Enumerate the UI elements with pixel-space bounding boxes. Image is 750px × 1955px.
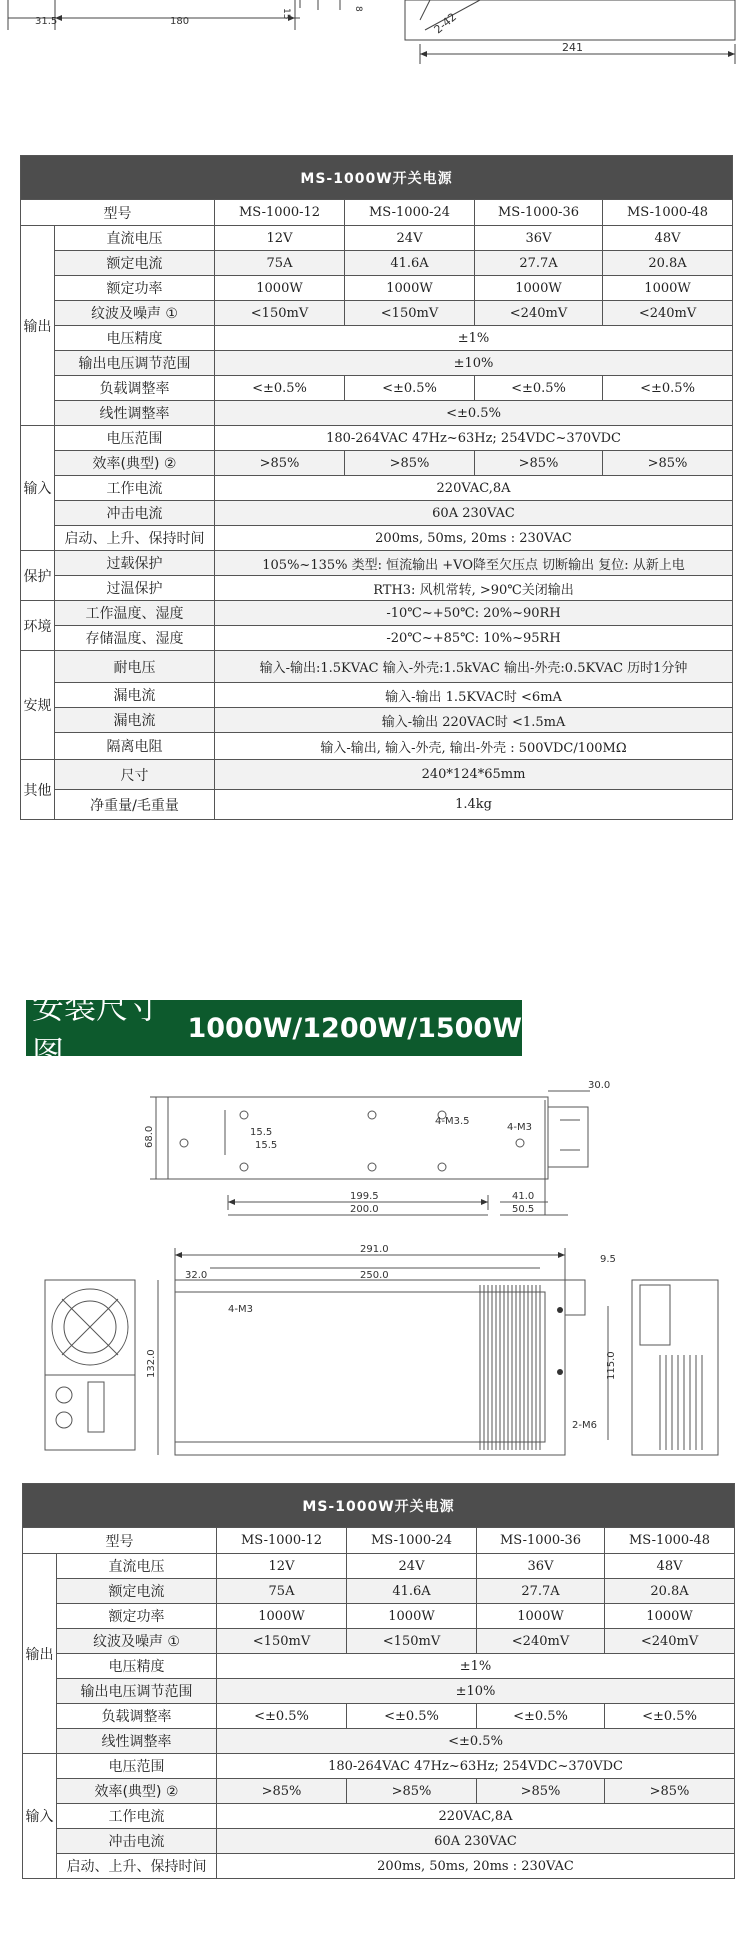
dim-label: 250.0 <box>360 1270 389 1281</box>
value-cell: 180-264VAC 47Hz~63Hz; 254VDC~370VDC <box>215 426 733 451</box>
row-label: 效率(典型) ② <box>57 1779 217 1804</box>
row-label: 冲击电流 <box>55 501 215 526</box>
row-label: 负载调整率 <box>55 376 215 401</box>
dim-label: 15.5 <box>250 1127 273 1138</box>
row-label: 电压范围 <box>57 1754 217 1779</box>
group-safety: 安规 <box>21 651 55 760</box>
value-cell: <150mV <box>217 1629 347 1654</box>
row-label: 纹波及噪声 ① <box>55 301 215 326</box>
model-cell: MS-1000-24 <box>345 200 475 226</box>
value-cell: 输入-输出, 输入-外壳, 输出-外壳 : 500VDC/100MΩ <box>215 733 733 760</box>
value-cell: <±0.5% <box>217 1704 347 1729</box>
value-cell: RTH3: 风机常转, >90℃关闭输出 <box>215 576 733 601</box>
value-cell: <±0.5% <box>605 1704 735 1729</box>
dim-label: 68.0 <box>144 1125 155 1148</box>
model-label: 型号 <box>21 200 215 226</box>
value-cell: -20℃~+85℃: 10%~95RH <box>215 626 733 651</box>
value-cell: 240*124*65mm <box>215 760 733 790</box>
dim-label: 115.0 <box>606 1351 617 1380</box>
dim-label: 41.0 <box>512 1191 535 1202</box>
value-cell: 48V <box>605 1554 735 1579</box>
value-cell: 105%~135% 类型: 恒流输出 +VO降至欠压点 切断输出 复位: 从新上电 <box>215 551 733 576</box>
group-env: 环境 <box>21 601 55 651</box>
value-cell: <±0.5% <box>347 1704 477 1729</box>
dim-label: 199.5 <box>350 1191 379 1202</box>
value-cell: 1000W <box>217 1604 347 1629</box>
value-cell: 41.6A <box>347 1579 477 1604</box>
row-label: 负载调整率 <box>57 1704 217 1729</box>
spec-table <box>20 155 733 820</box>
value-cell: <150mV <box>215 301 345 326</box>
model-cell: MS-1000-12 <box>215 200 345 226</box>
value-cell: <150mV <box>347 1629 477 1654</box>
dim-label: 241 <box>562 41 583 54</box>
value-cell: 27.7A <box>477 1579 605 1604</box>
row-label: 额定功率 <box>57 1604 217 1629</box>
value-cell: <±0.5% <box>215 401 733 426</box>
dim-label: 8 <box>353 6 363 12</box>
value-cell: 1.4kg <box>215 790 733 820</box>
row-label: 工作电流 <box>55 476 215 501</box>
value-cell: 20.8A <box>605 1579 735 1604</box>
value-cell: 75A <box>215 251 345 276</box>
row-label: 过温保护 <box>55 576 215 601</box>
value-cell: ±1% <box>215 326 733 351</box>
row-label: 电压精度 <box>57 1654 217 1679</box>
row-label: 净重量/毛重量 <box>55 790 215 820</box>
install-drawing <box>0 1080 750 1480</box>
value-cell: >85% <box>345 451 475 476</box>
row-label: 漏电流 <box>55 708 215 733</box>
value-cell: <240mV <box>603 301 733 326</box>
group-input: 输入 <box>23 1754 57 1879</box>
dim-label: 4-M3 <box>228 1304 253 1315</box>
group-protect: 保护 <box>21 551 55 601</box>
value-cell: <±0.5% <box>217 1729 735 1754</box>
value-cell: 180-264VAC 47Hz~63Hz; 254VDC~370VDC <box>217 1754 735 1779</box>
value-cell: <±0.5% <box>477 1704 605 1729</box>
row-label: 工作温度、湿度 <box>55 601 215 626</box>
row-label: 额定电流 <box>55 251 215 276</box>
row-label: 电压范围 <box>55 426 215 451</box>
model-cell: MS-1000-24 <box>347 1528 477 1554</box>
value-cell: 1000W <box>475 276 603 301</box>
dim-label: 4-M3.5 <box>435 1116 470 1127</box>
value-cell: 12V <box>215 226 345 251</box>
dim-label: 200.0 <box>350 1204 379 1215</box>
row-label: 启动、上升、保持时间 <box>57 1854 217 1879</box>
value-cell: 60A 230VAC <box>217 1829 735 1854</box>
value-cell: 36V <box>475 226 603 251</box>
value-cell: 36V <box>477 1554 605 1579</box>
group-output: 输出 <box>21 226 55 426</box>
value-cell: 75A <box>217 1579 347 1604</box>
dim-label: 4-M3 <box>507 1122 532 1133</box>
group-output: 输出 <box>23 1554 57 1754</box>
group-input: 输入 <box>21 426 55 551</box>
row-label: 效率(典型) ② <box>55 451 215 476</box>
banner-models: 1000W/1200W/1500W <box>187 1012 522 1044</box>
row-label: 耐电压 <box>55 651 215 683</box>
value-cell: <240mV <box>477 1629 605 1654</box>
table-title: MS-1000W开关电源 <box>21 156 733 200</box>
row-label: 工作电流 <box>57 1804 217 1829</box>
model-label: 型号 <box>23 1528 217 1554</box>
row-label: 隔离电阻 <box>55 733 215 760</box>
value-cell: <240mV <box>475 301 603 326</box>
value-cell: 1000W <box>605 1604 735 1629</box>
value-cell: <±0.5% <box>475 376 603 401</box>
value-cell: >85% <box>347 1779 477 1804</box>
dim-label: 32.0 <box>185 1270 208 1281</box>
value-cell: >85% <box>603 451 733 476</box>
value-cell: <±0.5% <box>215 376 345 401</box>
row-label: 电压精度 <box>55 326 215 351</box>
value-cell: ±10% <box>217 1679 735 1704</box>
value-cell: >85% <box>605 1779 735 1804</box>
row-label: 漏电流 <box>55 683 215 708</box>
value-cell: <±0.5% <box>345 376 475 401</box>
dim-label: 30.0 <box>588 1080 611 1091</box>
value-cell: 20.8A <box>603 251 733 276</box>
top-drawing <box>0 0 750 150</box>
row-label: 冲击电流 <box>57 1829 217 1854</box>
value-cell: 200ms, 50ms, 20ms : 230VAC <box>215 526 733 551</box>
value-cell: 12V <box>217 1554 347 1579</box>
value-cell: >85% <box>475 451 603 476</box>
row-label: 输出电压调节范围 <box>57 1679 217 1704</box>
value-cell: 输入-输出 1.5KVAC时 <6mA <box>215 683 733 708</box>
row-label: 纹波及噪声 ① <box>57 1629 217 1654</box>
dim-label: 9.5 <box>600 1254 616 1265</box>
install-drawing-svg <box>0 1080 750 1480</box>
value-cell: 24V <box>347 1554 477 1579</box>
value-cell: >85% <box>477 1779 605 1804</box>
top-drawing-svg <box>0 0 750 150</box>
value-cell: 1000W <box>603 276 733 301</box>
value-cell: ±10% <box>215 351 733 376</box>
row-label: 尺寸 <box>55 760 215 790</box>
value-cell: <±0.5% <box>603 376 733 401</box>
row-label: 线性调整率 <box>55 401 215 426</box>
value-cell: 27.7A <box>475 251 603 276</box>
install-dimensions-banner <box>26 988 522 1072</box>
value-cell: 1000W <box>215 276 345 301</box>
dim-label: 2-M6 <box>572 1420 597 1431</box>
dim-label: 50.5 <box>512 1204 535 1215</box>
model-cell: MS-1000-48 <box>603 200 733 226</box>
row-label: 输出电压调节范围 <box>55 351 215 376</box>
dim-label: 15.5 <box>255 1140 278 1151</box>
value-cell: ±1% <box>217 1654 735 1679</box>
value-cell: 1000W <box>477 1604 605 1629</box>
row-label: 直流电压 <box>55 226 215 251</box>
value-cell: 输入-输出:1.5KVAC 输入-外壳:1.5kVAC 输出-外壳:0.5KVAC 历时1分钟 <box>215 651 733 683</box>
dim-label: 2-42 <box>431 10 460 37</box>
model-cell: MS-1000-12 <box>217 1528 347 1554</box>
row-label: 额定功率 <box>55 276 215 301</box>
value-cell: 48V <box>603 226 733 251</box>
value-cell: <240mV <box>605 1629 735 1654</box>
dim-label: 31.5 <box>35 16 58 27</box>
value-cell: 200ms, 50ms, 20ms : 230VAC <box>217 1854 735 1879</box>
dim-label: 180 <box>170 16 190 27</box>
group-other: 其他 <box>21 760 55 820</box>
row-label: 额定电流 <box>57 1579 217 1604</box>
value-cell: -10℃~+50℃: 20%~90RH <box>215 601 733 626</box>
spec-table-repeat <box>22 1483 735 1879</box>
banner-title: 安装尺寸图 <box>32 988 161 1072</box>
value-cell: 220VAC,8A <box>215 476 733 501</box>
value-cell: 220VAC,8A <box>217 1804 735 1829</box>
model-cell: MS-1000-36 <box>475 200 603 226</box>
value-cell: 1000W <box>345 276 475 301</box>
dim-label: 132.0 <box>146 1349 157 1378</box>
table-title: MS-1000W开关电源 <box>23 1484 735 1528</box>
row-label: 存储温度、湿度 <box>55 626 215 651</box>
model-cell: MS-1000-48 <box>605 1528 735 1554</box>
row-label: 启动、上升、保持时间 <box>55 526 215 551</box>
dim-label: 15 <box>281 8 291 20</box>
row-label: 线性调整率 <box>57 1729 217 1754</box>
value-cell: 输入-输出 220VAC时 <1.5mA <box>215 708 733 733</box>
value-cell: 41.6A <box>345 251 475 276</box>
value-cell: >85% <box>215 451 345 476</box>
model-cell: MS-1000-36 <box>477 1528 605 1554</box>
value-cell: >85% <box>217 1779 347 1804</box>
row-label: 过载保护 <box>55 551 215 576</box>
dim-label: 291.0 <box>360 1244 389 1255</box>
value-cell: <150mV <box>345 301 475 326</box>
value-cell: 60A 230VAC <box>215 501 733 526</box>
value-cell: 1000W <box>347 1604 477 1629</box>
value-cell: 24V <box>345 226 475 251</box>
row-label: 直流电压 <box>57 1554 217 1579</box>
